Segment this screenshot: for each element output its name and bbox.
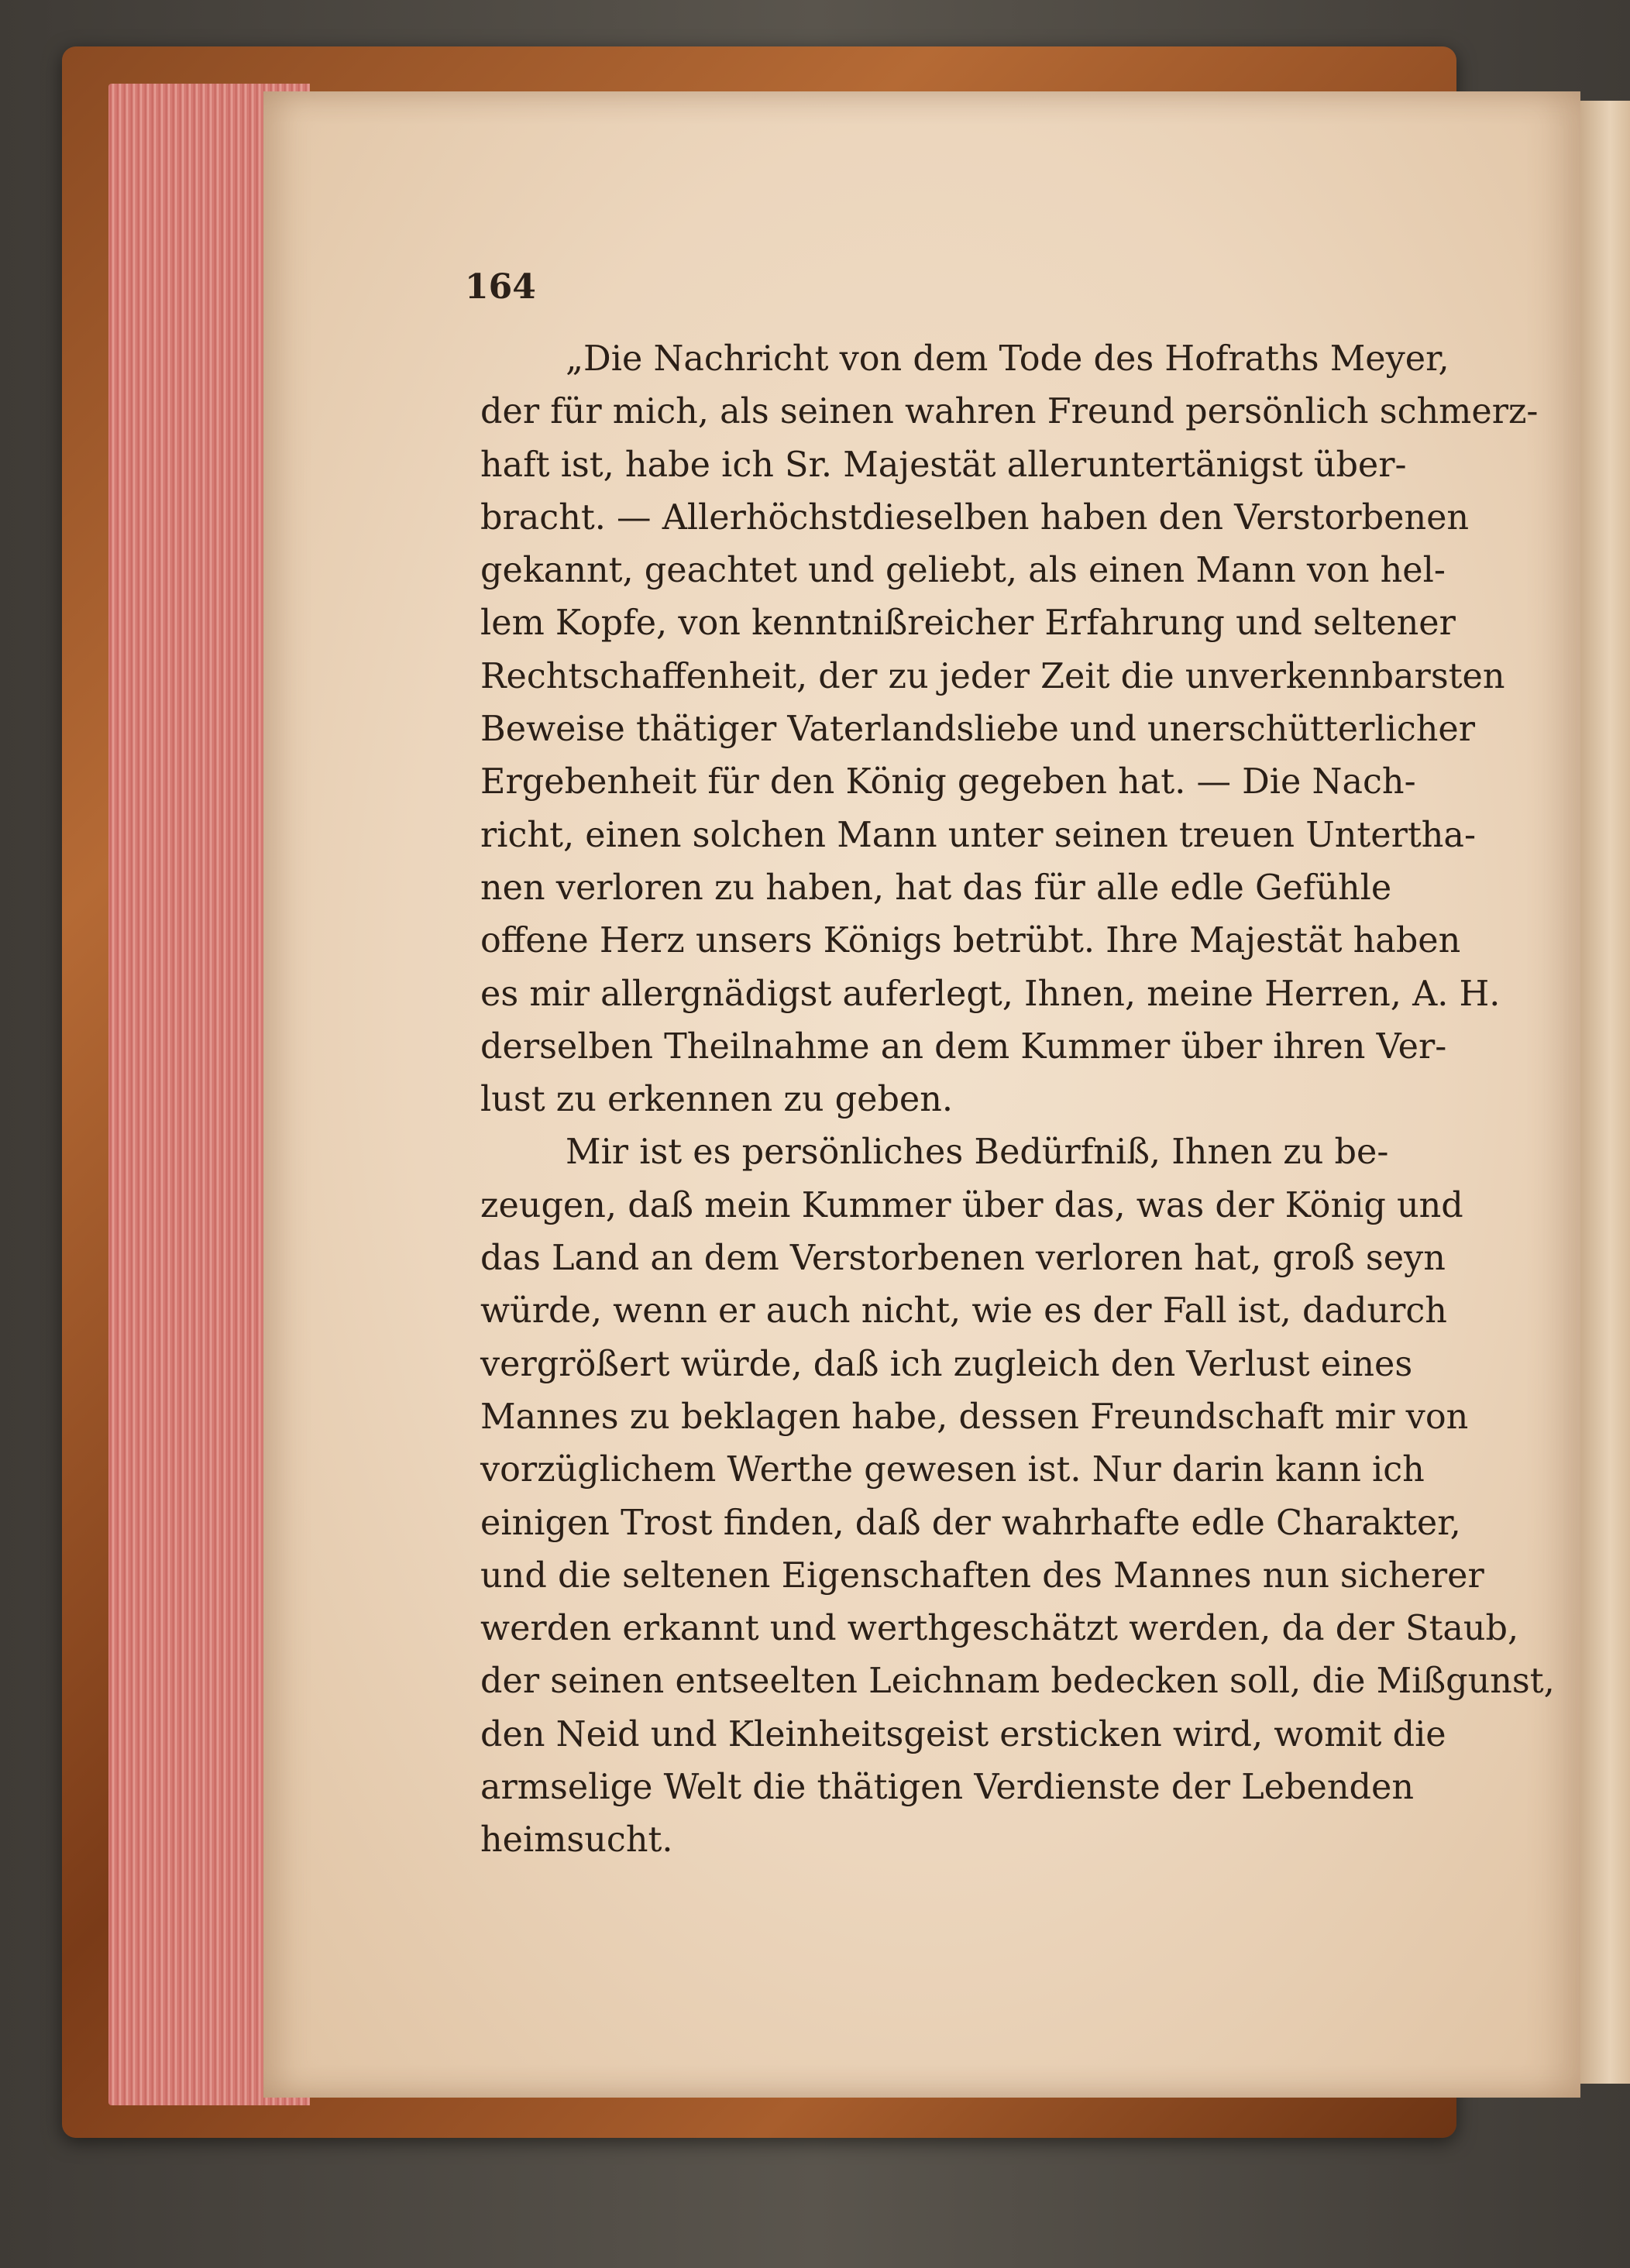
paragraph-1 (480, 333, 1539, 1126)
text-line: würde, wenn er auch nicht, wie es der Fall ist, dadurch (480, 1291, 1447, 1332)
text-line: offene Herz unsers Königs betrübt. Ihre Majestät haben (480, 921, 1461, 961)
text-line: Mir ist es persönliches Bedürfniß, Ihnen zu be- (566, 1132, 1389, 1173)
text-line: bracht. — Allerhöchstdieselben haben den Verstorbenen (480, 497, 1470, 538)
text-line: heimsucht. (480, 1820, 673, 1861)
text-line: es mir allergnädigst auferlegt, Ihnen, meine Herren, A. H. (480, 974, 1501, 1014)
text-line: derselben Theilnahme an dem Kummer über ihren Ver- (480, 1026, 1447, 1067)
text-line: das Land an dem Verstorbenen verloren hat, groß seyn (480, 1239, 1446, 1279)
text-line: Mannes zu beklagen habe, dessen Freundschaft mir von (480, 1397, 1469, 1437)
text-line: haft ist, habe ich Sr. Majestät alleruntertänigst über- (480, 445, 1407, 485)
page-number: 164 (465, 267, 536, 307)
text-line: und die seltenen Eigenschaften des Mannes nun sicherer (480, 1555, 1484, 1596)
text-line: vergrößert würde, daß ich zugleich den Verlust eines (480, 1344, 1413, 1384)
text-line: Ergebenheit für den König gegeben hat. — Die Nach- (480, 762, 1416, 802)
text-line: lust zu erkennen zu geben. (480, 1080, 954, 1120)
text-line: „Die Nachricht von dem Tode des Hofraths Meyer, (566, 339, 1449, 379)
text-line: einigen Trost finden, daß der wahrhafte edle Charakter, (480, 1503, 1461, 1543)
text-line: gekannt, geachtet und geliebt, als einen Mann von hel- (480, 551, 1446, 591)
text-line: vorzüglichem Werthe gewesen ist. Nur darin kann ich (480, 1450, 1425, 1490)
text-line: zeugen, daß mein Kummer über das, was der König und (480, 1185, 1463, 1225)
text-line: lem Kopfe, von kenntnißreicher Erfahrung und seltener (480, 603, 1456, 644)
text-line: der für mich, als seinen wahren Freund persönlich schmerz- (480, 392, 1539, 432)
facing-page-edge (1580, 101, 1630, 2084)
text-line: werden erkannt und werthgeschätzt werden, da der Staub, (480, 1609, 1519, 1649)
text-line: der seinen entseelten Leichnam bedecken soll, die Mißgunst, (480, 1661, 1555, 1702)
text-line: den Neid und Kleinheitsgeist ersticken wird, womit die (480, 1714, 1446, 1754)
text-line: richt, einen solchen Mann unter seinen treuen Untertha- (480, 815, 1476, 855)
text-line: Beweise thätiger Vaterlandsliebe und unerschütterlicher (480, 710, 1476, 750)
paragraph-2 (480, 1126, 1555, 1867)
text-line: Rechtschaffenheit, der zu jeder Zeit die unverkennbarsten (480, 656, 1505, 696)
text-line: armselige Welt die thätigen Verdienste der Lebenden (480, 1768, 1414, 1808)
text-line: nen verloren zu haben, hat das für alle edle Gefühle (480, 868, 1392, 908)
page-text (480, 333, 1555, 1868)
